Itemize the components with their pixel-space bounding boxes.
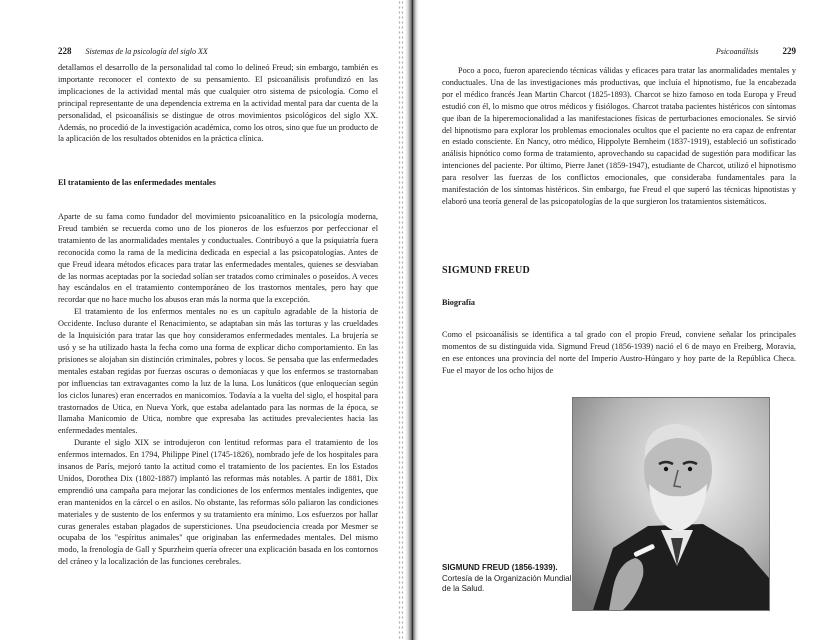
left-body [58, 211, 378, 568]
bio-body [442, 329, 796, 377]
left-page-number: 228 [58, 46, 72, 56]
freud-portrait-photo [572, 397, 770, 611]
section-heading: El tratamiento de las enfermedades mentales [58, 178, 216, 187]
right-page-number: 229 [782, 46, 796, 56]
hypnosis-paragraph: Poco a poco, fueron apareciendo técnicas válidas y eficaces para tratar las anormalidades mentales y conductuales. Una de las investigaciones más productivas, que incluía el hipnotismo, fue la encabezada por el médico francés Jean Martin Charcot (1825-1893). Charcot se hizo famoso en toda Europa y Freud estudió con él, lo mismo que otros médicos y fisiólogos. Charcot trataba pacientes histéricos con síntomas que iban de la hiperemocionalidad a las manifestaciones físicas de perturbaciones emocionales. Se sirvió del hipnotismo para explorar los problemas emocionales ocultos que el paciente no era capaz de enfrentar en estado consciente. En Nancy, otro médico, Hippolyte Bernheim (1837-1919), estableció un sofisticado análisis hipnótico como forma de tratamiento, aprovechando su capacidad de sugestión para modificar las intenciones del paciente. Por último, Pierre Janet (1859-1947), estudiante de Charcot, utilizó el hipnotismo para resolver las fuerzas de los conflictos emocionales, que consideraba fundamentales para la manifestación de los síntomas histéricos. Sin embargo, fue Freud el que superó las técnicas hipnotistas y elaboró una teoría general de las psicopatologías de la que surgieron los tratamientos sistemáticos. [442, 66, 796, 206]
portrait-illustration [573, 398, 769, 610]
left-running-title: Sistemas de la psicología del siglo XX [85, 47, 208, 56]
biography-subheading: Biografía [442, 298, 475, 307]
left-page [0, 0, 410, 640]
body-paragraph-3: Durante el siglo XIX se introdujeron con lentitud reformas para el tratamiento de los enfermos internados. En 1794, Philippe Pinel (1745-1826), nombrado jefe de los hospitales para insanos de París, mejoró tanto la actitud como el tratamiento de los pacientes. En los Estados Unidos, Dorothea Dix (1802-1887) implantó las reformas más notables. A partir de 1881, Dix emprendió una campaña para mejorar las condiciones de los enfermos mentales indigentes, que eran mantenidos en la cárcel o en asilos. No obstante, las reformas sólo paliaron las condiciones materiales y de sustento de los enfermos y su tratamiento era mínimo. Los esfuerzos por hallar curas generales estaban plagados de supersticiones. Una pseudociencia creada por Mesmer se ocupaba de los "espíritus animales" que originaban las enfermedades mentales. Del mismo modo, la frenología de Gall y Spurzheim quería ofrecer una explicación basada en los contornos del cráneo y la localización de las funciones cerebrales. [58, 438, 378, 567]
photo-caption [442, 563, 572, 595]
left-intro [58, 62, 378, 145]
right-running-title: Psicoanálisis [715, 47, 759, 56]
bio-heading-wrap [442, 297, 796, 309]
body-paragraph-1: Aparte de su fama como fundador del movimiento psicoanalítico en la psicología moderna, Freud también se recuerda como uno de los pioneros de los esfuerzos por perfeccionar el tratamiento de las anormalidades mentales y conductuales. Contribuyó a que la psiquiatría fuera reconocida como la rama de la medicina dedicada en especial a las psicopatologías. Antes de que Freud ideara métodos eficaces para tratar las enfermedades mentales, quienes se desviaban de las normas aceptadas por la sociedad solían ser tratados como criminales o poseídos. A veces hay escándalos en el tratamiento contemporáneo de los trastornos mentales, pero hay que recordar que no hace mucho los abusos eran más la norma que la excepción. [58, 212, 378, 305]
right-header [678, 46, 796, 56]
left-section-heading-wrap [58, 177, 378, 189]
freud-section-heading: SIGMUND FREUD [442, 265, 530, 276]
intro-paragraph: detallamos el desarrollo de la personalidad tal como lo delineó Freud; sin embargo, también es importante reconocer el contexto de su pensamiento. El psicoanálisis profundizó en las implicaciones de la actividad mental más que cualquier otro sistema de psicología. Como el principal representante de una dependencia extrema en la actividad mental para dar cuenta de la personalidad, el psicoanálisis se distingue de otros movimientos psicológicos del siglo XX. Además, no procedió de la investigación académica, como los otros, sino que fue un producto de la aplicación de los resultados obtenidos en la práctica clínica. [58, 63, 378, 144]
biography-paragraph: Como el psicoanálisis se identifica a tal grado con el propio Freud, conviene señalar los principales momentos de su distinguida vida. Sigmund Freud (1856-1939) nació el 6 de mayo en Freiberg, Moravia, en ese entonces una provincia del norte del Imperio Austro-Húngaro y hoy parte de la República Checa. Fue el mayor de los ocho hijos de [442, 330, 796, 375]
right-intro [442, 65, 796, 208]
body-paragraph-2: El tratamiento de los enfermos mentales no es un capítulo agradable de la historia de Occidente. Incluso durante el Renacimiento, se adaptaban sin más las torturas y las crueldades de la Inquisición para tratar las que hoy consideramos enfermedades mentales. La brujería se usó y se ha utilizado hasta la fecha como una forma de explicar dicho comportamiento. En las prisiones se alojaban sin distinción criminales, pobres y locos. Se pensaba que las enfermedades mentales estaban regidas por fuerzas oscuras o demoníacas y que los enfermos se trastornaban por influencias tan extravagantes como la luz de la luna. Los lunáticos (que enloquecían según los ciclos lunares) eran encerrados en manicomios. Todavía a la vuelta del siglo, el hospital para trastornados de Utica, en Nueva York, que estaba adelantado para las normas de la época, se llamaba Manicomio de Utica, nombre que expresaba las actitudes prevalecientes hacia las enfermedades mentales. [58, 307, 378, 436]
left-header [58, 46, 208, 56]
caption-title: SIGMUND FREUD (1856-1939). [442, 563, 558, 572]
caption-credit: Cortesía de la Organización Mundial de la Salud. [442, 573, 572, 593]
freud-heading-wrap [442, 265, 796, 277]
